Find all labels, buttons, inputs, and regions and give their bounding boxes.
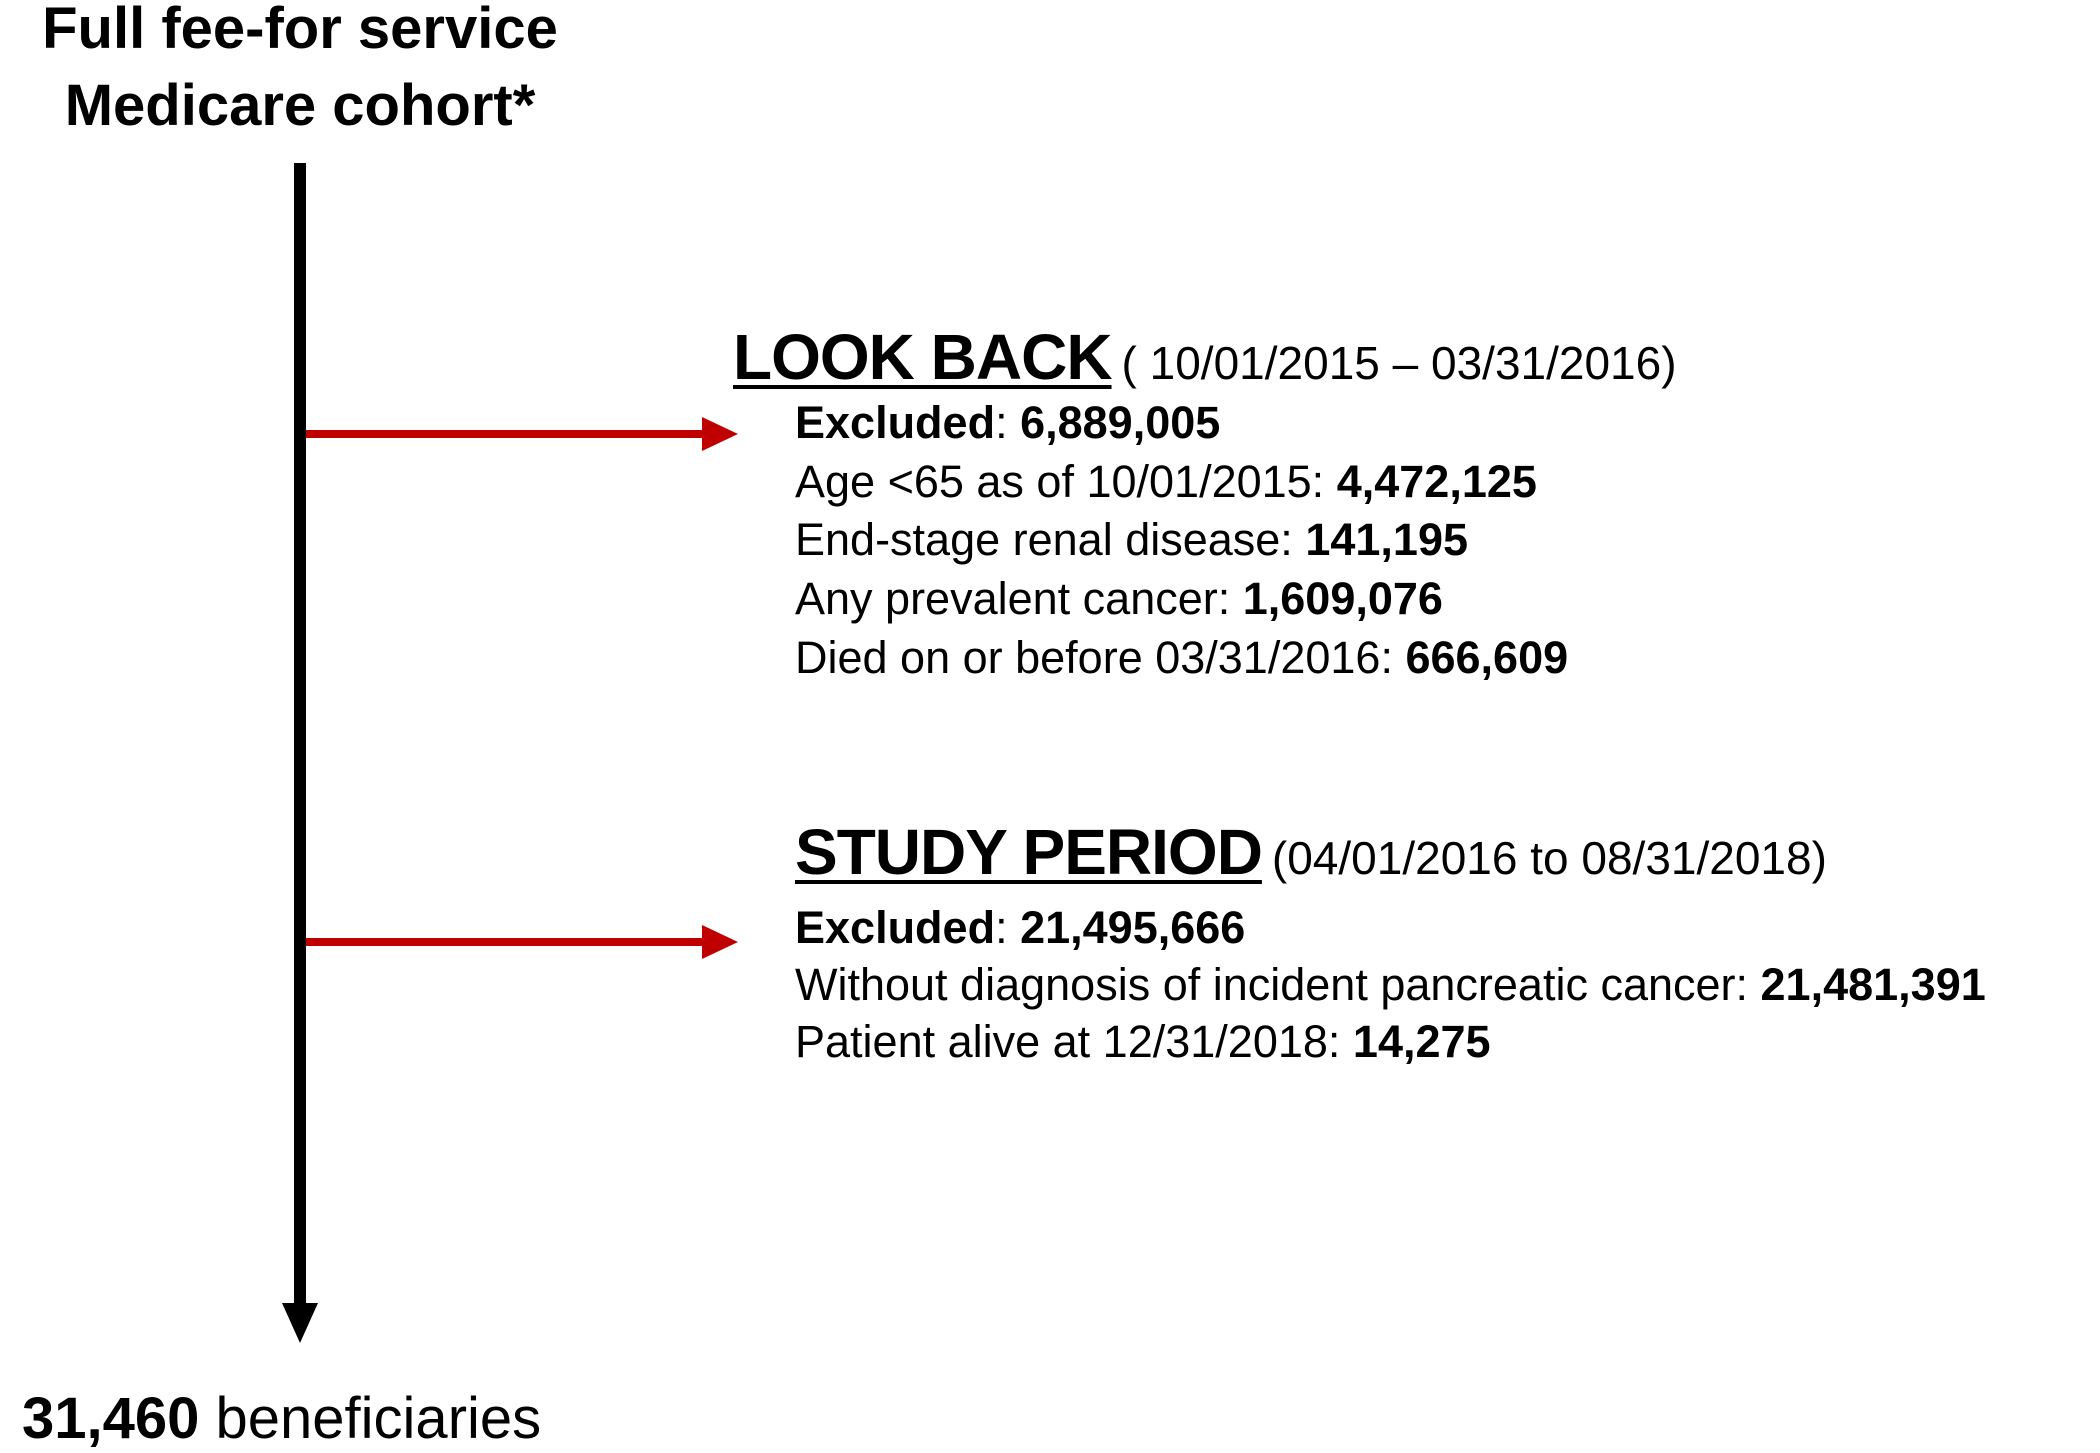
item-label: End-stage renal disease: [795,514,1306,565]
item-label: Patient alive at 12/31/2018: [795,1016,1353,1067]
item-value: 21,481,391 [1760,959,1986,1010]
item-value: 666,609 [1405,632,1569,683]
look-back-heading-row [733,321,1677,393]
excluded-value: 6,889,005 [1020,397,1221,448]
study-period-exclusion-arrowhead [702,925,738,959]
final-cohort-count [22,1386,542,1451]
cohort-title-line-2: Medicare cohort* [64,73,536,138]
look-back-period: ( 10/01/2015 – 03/31/2016) [1121,337,1677,389]
look-back-item [795,514,1468,565]
excluded-label: Excluded [795,397,996,448]
item-label: Died on or before 03/31/2016: [795,632,1406,683]
item-label: Without diagnosis of incident pancreatic cancer: [795,959,1761,1010]
look-back-exclusion-arrowhead [702,417,738,451]
study-period-heading: STUDY PERIOD [795,816,1262,888]
study-period-item [795,959,1986,1010]
excluded-separator: : [995,902,1021,953]
look-back-heading: LOOK BACK [733,321,1112,393]
item-value: 1,609,076 [1242,573,1443,624]
item-value: 4,472,125 [1336,456,1537,507]
look-back-item [795,632,1569,683]
main-flow-arrowhead [282,1303,318,1343]
final-count-value: 31,460 [22,1386,200,1451]
excluded-value: 21,495,666 [1020,902,1246,953]
excluded-label: Excluded [795,902,996,953]
item-label: Any prevalent cancer: [795,573,1243,624]
study-period-period: (04/01/2016 to 08/31/2018) [1271,832,1827,884]
final-count-label: beneficiaries [199,1386,542,1451]
excluded-separator: : [995,397,1021,448]
item-value: 14,275 [1352,1016,1491,1067]
cohort-title-line-1: Full fee-for service [42,0,558,61]
item-value: 141,195 [1305,514,1468,565]
study-period-excluded-total [795,902,1246,953]
look-back-excluded-total [795,397,1221,448]
look-back-item [795,573,1443,624]
look-back-item [795,456,1537,507]
item-label: Age <65 as of 10/01/2015: [795,456,1337,507]
study-period-heading-row [795,816,1827,888]
study-period-item [795,1016,1491,1067]
